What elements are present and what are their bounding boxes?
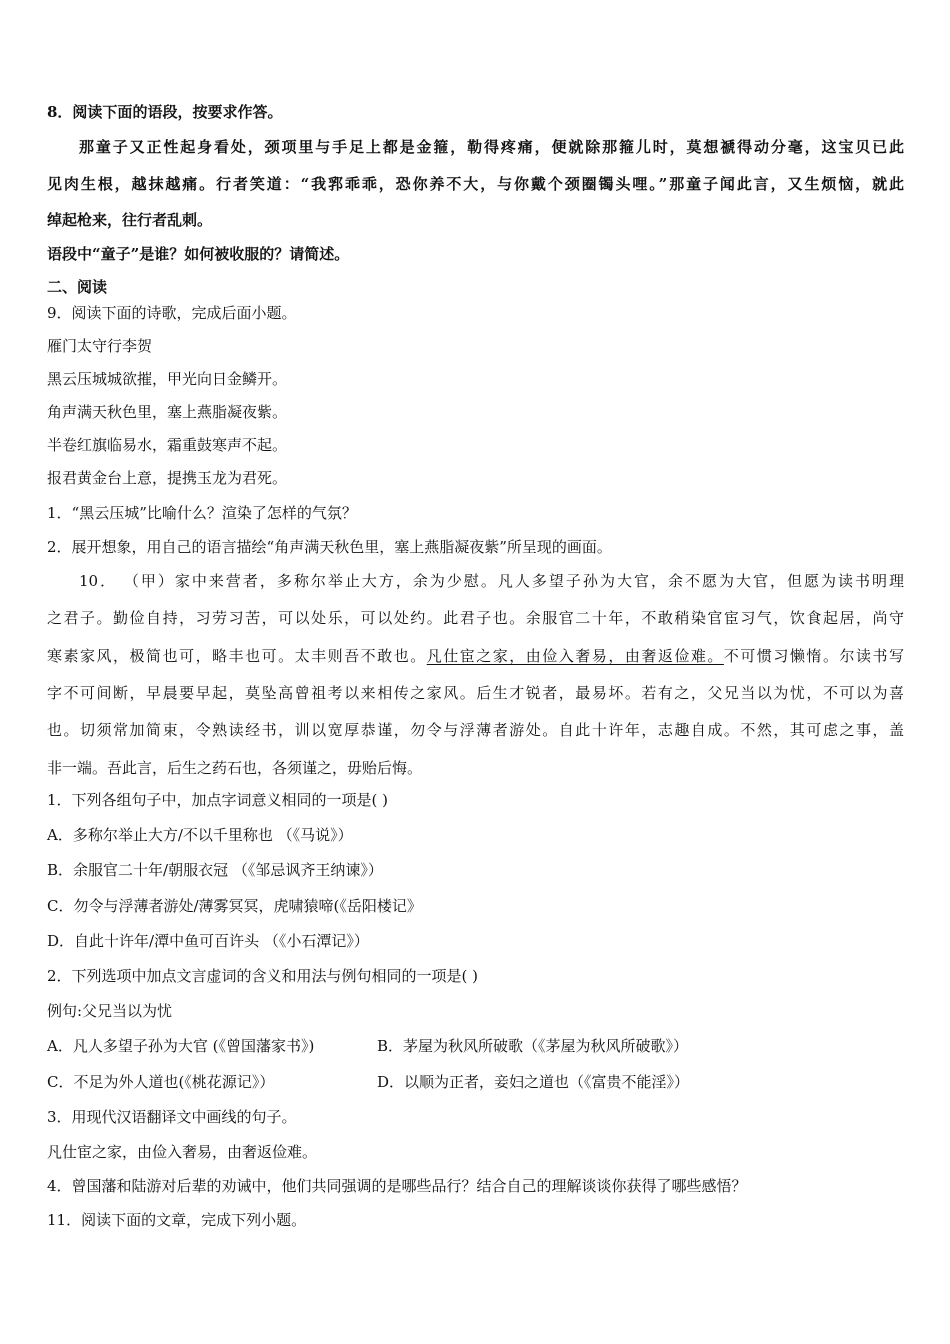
q9-sub1: 1．“黑云压城”比喻什么？渲染了怎样的气氛？ — [47, 504, 357, 522]
q8-passage-line-2: 见肉生根，越抹越痛。行者笑道：“我郛乖乖，恐你养不大，与你戴个颈圈镯头哩。”那童子闻此言，又生烦恼，就此 — [47, 175, 904, 193]
poem-line-2: 角声满天秋色里，塞上燕脂凝夜紫。 — [47, 403, 288, 421]
q10-passage-line-1: 10． （甲）家中来营者，多称尔举止大方，余为少慰。凡人多望子孙为大官，余不愿为大官，但愿为读书明理 — [79, 572, 904, 590]
q10-s1-option-a: A．多称尔举止大方/不以千里称也 （《马说》） — [47, 826, 353, 844]
q10-passage-line-4: 字不可间断，早晨要早起，莫坠高曾祖考以来相传之家风。后生才锐者，最易坏。若有之，父兄当以为忧，不可以为喜 — [47, 684, 904, 702]
q10-s2-option-a: A．凡人多望子孙为大官 (《曾国藩家书》) — [47, 1037, 315, 1055]
q10-s1-option-d: D．自此十许年/潭中鱼可百许头 （《小石潭记》） — [47, 932, 369, 950]
q9-title: 9．阅读下面的诗歌，完成后面小题。 — [47, 304, 297, 322]
q10-passage-line-5: 也。切须常加简束，令熟读经书，训以宽厚恭谨，勿令与浮薄者游处。自此十许年，志趣自成。不然，其可虑之事，盖 — [47, 721, 904, 739]
poem-line-4: 报君黄金台上意，提携玉龙为君死。 — [47, 469, 288, 487]
q11-title: 11．阅读下面的文章，完成下列小题。 — [47, 1211, 307, 1229]
q10-s2-example: 例句:父兄当以为忧 — [47, 1002, 173, 1020]
q10-s2-option-c: C．不足为外人道也(《桃花源记》） — [47, 1073, 275, 1091]
q10-passage-line-2: 之君子。勤俭自持，习劳习苦，可以处乐，可以处约。此君子也。余服官二十年，不敢稍染官宦习气，饮食起居，尚守 — [47, 609, 904, 627]
section-heading-reading: 二、阅读 — [47, 278, 108, 296]
q8-passage-line-3: 绰起枪来，往行者乱刺。 — [47, 211, 213, 229]
underlined-sentence: 凡仕宦之家，由俭入奢易，由奢返俭难。 — [426, 647, 724, 665]
q10-line-3-end: 不可惯习懒惰。尔读书写 — [723, 647, 904, 665]
q10-s2-question: 2．下列选项中加点文言虚词的含义和用法与例句相同的一项是( ) — [47, 967, 479, 985]
q10-s2-options-row-2 — [47, 1072, 907, 1092]
q10-s1-option-b: B．余服官二十年/朝服衣冠 （《邹忌讽齐王纳谏》） — [47, 861, 383, 879]
q10-passage-line-3 — [47, 646, 904, 666]
q10-s1-question: 1．下列各组句子中，加点字词意义相同的一项是( ) — [47, 791, 389, 809]
q8-passage-line-1: 那童子又正性起身看处，颈项里与手足上都是金箍，勒得疼痛，便就除那箍儿时，莫想禠得动分毫，这宝贝已此 — [79, 138, 904, 156]
poem-line-3: 半卷红旗临易水，霜重鼓寒声不起。 — [47, 436, 288, 454]
q10-s4-question: 4．曾国藩和陆游对后辈的劝诫中，他们共同强调的是哪些品行？结合自己的理解谈谈你获得了哪些感悟？ — [47, 1177, 747, 1195]
q9-sub2: 2．展开想象，用自己的语言描绘“角声满天秋色里，塞上燕脂凝夜紫”所呈现的画面。 — [47, 538, 612, 556]
q8-title: 8．阅读下面的语段，按要求作答。 — [47, 103, 283, 121]
poem-title: 雁门太守行李贺 — [47, 337, 153, 355]
q10-s3-sentence: 凡仕宦之家，由俭入奢易，由奢返俭难。 — [47, 1143, 318, 1161]
q10-passage-line-6: 非一端。吾此言，后生之药石也，各须谨之，毋贻后悔。 — [47, 759, 423, 777]
q10-s2-option-b: B．茅屋为秋风所破歌（《茅屋为秋风所破歌》） — [377, 1037, 689, 1055]
q10-line-3-start: 寒素家风，极简也可，略丰也可。太丰则吾不敢也。 — [47, 647, 427, 665]
q8-question: 语段中“童子”是谁？如何被收服的？请简述。 — [47, 245, 350, 263]
q10-s3-question: 3．用现代汉语翻译文中画线的句子。 — [47, 1108, 297, 1126]
poem-line-1: 黑云压城城欲摧，甲光向日金鳞开。 — [47, 370, 288, 388]
q10-s2-options-row-1 — [47, 1036, 907, 1056]
q10-s1-option-c: C．勿令与浮薄者游处/薄雾冥冥，虎啸猿啼(《岳阳楼记》 — [47, 897, 422, 915]
q10-s2-option-d: D．以顺为正者，妾妇之道也（《富贵不能淫》） — [377, 1073, 690, 1091]
